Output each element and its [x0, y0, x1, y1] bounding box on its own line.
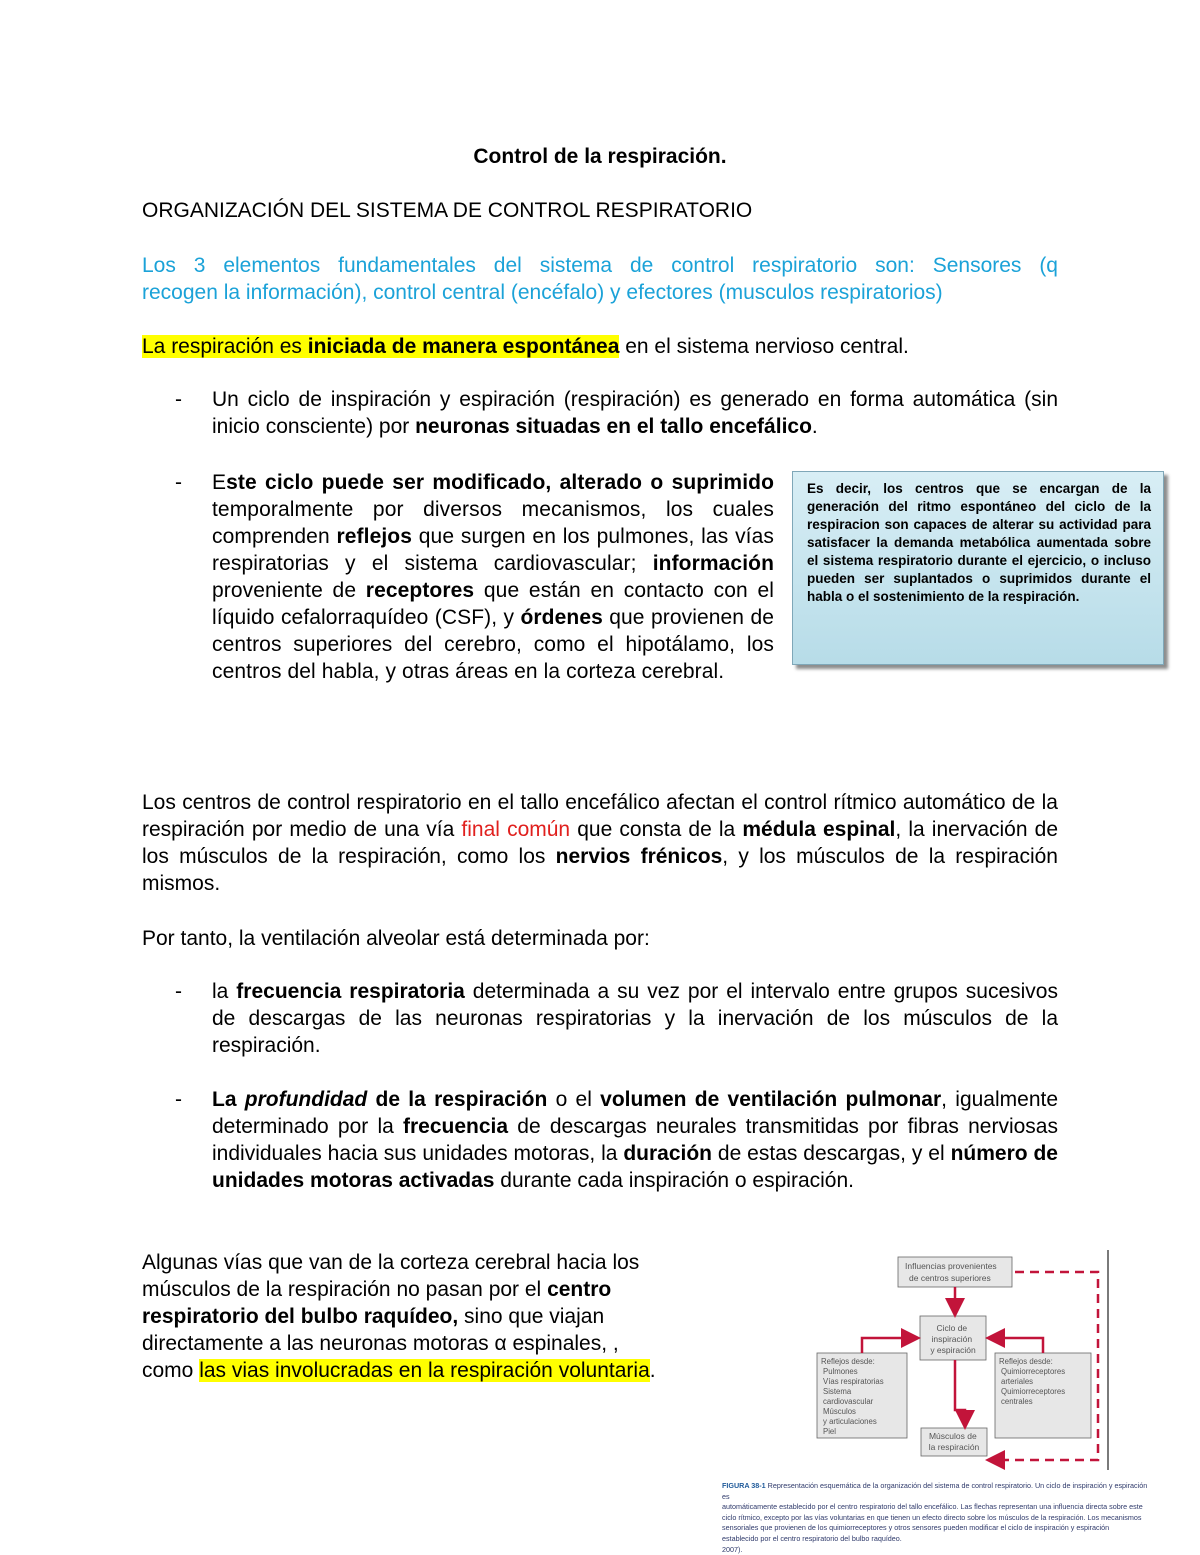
paragraph-spontaneous: La respiración es iniciada de manera espontánea en el sistema nervioso central.	[142, 335, 909, 358]
bullet-dash: -	[175, 1088, 182, 1111]
paragraph-final-common-path: Los centros de control respiratorio en el tallo encefálico afectan el control rítmico automático de la respiración por medio de una vía final común que consta de la médula espinal, la inervación de los músculos de la respiración, como los nervios frénicos, y los músculos de la respiración mismos.	[142, 791, 1059, 895]
paragraph-voluntary: Algunas vías que van de la corteza cerebral hacia los músculos de la respiración no pasan por el centro respiratorio del bulbo raquídeo, sino que viajan directamente a las neuronas motoras α espinales, , como las vias involucradas en la respiración voluntaria.	[142, 1251, 656, 1382]
higher-centers-text: Influencias provenientes de centros superiores	[905, 1261, 997, 1283]
caption-line: ciclo rítmico, excepto por las vías voluntarias en que tienen un efecto directo sobre los músculos de la respiración. Los mecanismos	[722, 1512, 1142, 1522]
paragraph-ventilation: Por tanto, la ventilación alveolar está determinada por:	[142, 927, 650, 950]
arrow-right-to-cycle	[990, 1338, 1043, 1353]
reflexes-left-text: Reflejos desde: Pulmones Vías respiratorias Sistema cardiovascular Músculos y articulaciones Piel	[821, 1357, 884, 1436]
arrow-cycle-to-muscles	[955, 1360, 965, 1425]
caption-line: FIGURA 38-1 Representación esquemática de la organización del sistema de control respiratorio. Un ciclo de inspiración y espiración es	[722, 1481, 1148, 1501]
callout-box	[792, 471, 1164, 665]
callout-text: Es decir, los centros que se encargan de la generación del ritmo espontáneo del ciclo de la respiracion son capaces de alterar su actividad para satisfacer la demanda metabólica aumentada sobre el sistema respiratorio durante el ejercicio, o incluso pueden ser suplantados o suprimidos durante el habla o el sostenimiento de la respiración.	[807, 481, 1151, 604]
respiratory-muscles-text: Músculos de la respiración	[928, 1431, 980, 1452]
bullet-dash: -	[175, 980, 182, 1003]
caption-line: automáticamente establecido por el centro respiratorio del tallo encefálico. Las flechas representan una influencia directa sobre este	[722, 1502, 1143, 1512]
bullet-automatic-cycle: Un ciclo de inspiración y espiración (respiración) es generado en forma automática (sin inicio consciente) por neuronas situadas en el tallo encefálico.	[212, 388, 1058, 438]
page-title: Control de la respiración.	[473, 145, 727, 168]
caption-line: 2007).	[722, 1544, 743, 1554]
intro-line-1: Los 3 elementos fundamentales del sistema de control respiratorio son: Sensores (q	[142, 254, 1058, 277]
reflexes-right-text: Reflejos desde: Quimiorreceptores arteriales Quimiorreceptores centrales	[999, 1357, 1066, 1406]
bullet-dash: -	[175, 388, 182, 411]
bullet-depth: La profundidad de la respiración o el volumen de ventilación pulmonar, igualmente determinado por la frecuencia de descargas neurales transmitidas por fibras nerviosas individuales hacia sus unidades motoras, la duración de estas descargas, y el número de unidades motoras activadas durante cada inspiración o espiración.	[212, 1088, 1059, 1192]
intro-line-2: recogen la información), control central (encéfalo) y efectores (musculos respiratorios)	[142, 281, 943, 304]
arrow-left-to-cycle	[862, 1338, 916, 1353]
section-heading: ORGANIZACIÓN DEL SISTEMA DE CONTROL RESPIRATORIO	[142, 199, 753, 222]
caption-line: establecido por el centro respiratorio del bulbo raquídeo.	[722, 1533, 902, 1543]
figure-caption	[722, 1481, 1154, 1555]
bullet-cycle-modified: Este ciclo puede ser modificado, alterado o suprimido temporalmente por diversos mecanismos, los cuales comprenden reflejos que surgen en los pulmones, las vías respiratorias y el sistema cardiovascular; información proveniente de receptores que están en contacto con el líquido cefalorraquídeo (CSF), y órdenes que provienen de centros superiores del cerebro, como el hipotálamo, los centros del habla, y otras áreas en la corteza cerebral.	[212, 471, 774, 683]
respiratory-control-diagram	[805, 1245, 1130, 1477]
bullet-frequency: la frecuencia respiratoria determinada a su vez por el intervalo entre grupos sucesivos de descargas de las neuronas respiratorias y la inervación de los músculos de la respiración.	[212, 980, 1058, 1057]
bullet-dash: -	[175, 471, 182, 494]
highlight: La respiración es iniciada de manera espontánea	[142, 335, 620, 358]
cycle-text: Ciclo de inspiración y espiración	[930, 1323, 976, 1355]
caption-line: sensoriales que provienen de los quimiorreceptores y otros sensores pueden modificar el ciclo de inspiración y espiración	[722, 1523, 1110, 1533]
